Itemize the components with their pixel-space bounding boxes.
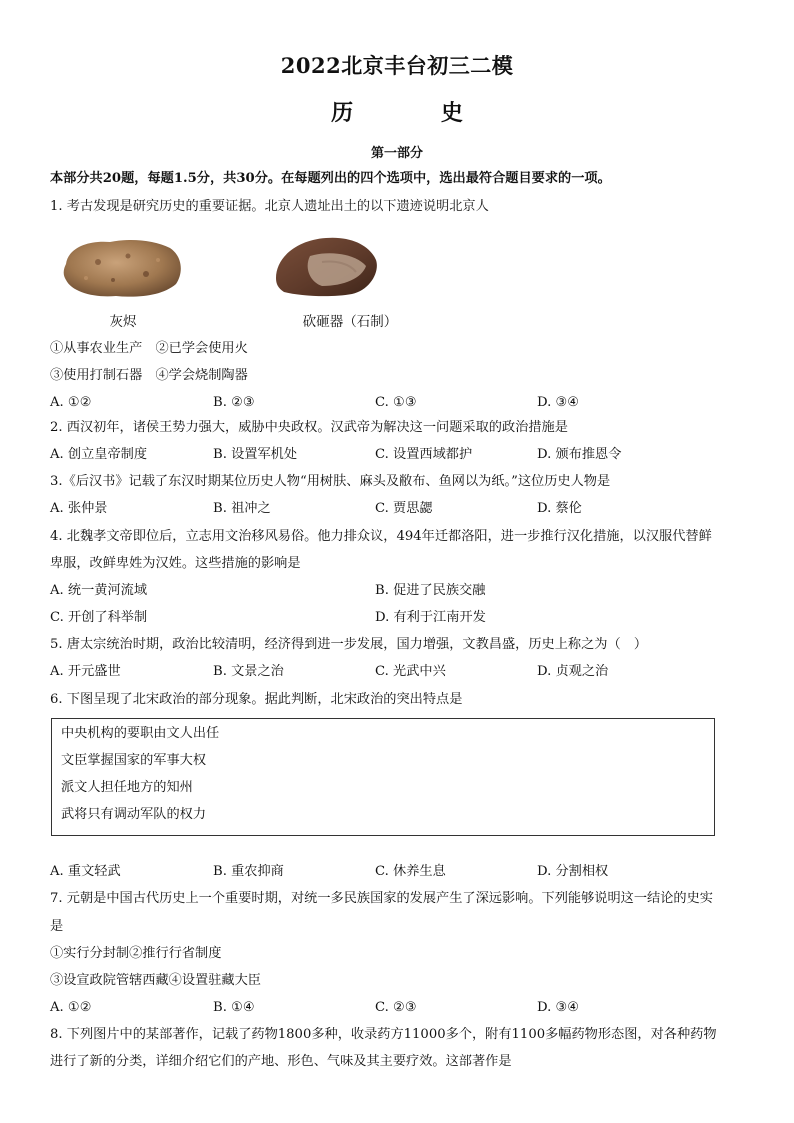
exam-title: 2022北京丰台初三二模 (280, 53, 514, 78)
q4-option-a[interactable]: A. 统一黄河流域 (50, 583, 148, 598)
q4-option-c[interactable]: C. 开创了科举制 (50, 610, 148, 625)
q3-option-c[interactable]: C. 贾思勰 (375, 501, 433, 516)
q5-option-d[interactable]: D. 贞观之治 (537, 664, 609, 679)
q6-box-line: 武将只有调动军队的权力 (61, 807, 207, 822)
instructions: 本部分共20题，每题1.5分，共30分。在每题列出的四个选项中，选出最符合题目要求的一项。 (50, 171, 611, 186)
q8-stem-line2: 进行了新的分类，详细介绍它们的产地、形色、气味及其主要疗效。这部著作是 (50, 1054, 512, 1069)
q1-option-c[interactable]: C. ①③ (375, 395, 417, 410)
q4-option-d[interactable]: D. 有利于江南开发 (375, 610, 486, 625)
q3-option-b[interactable]: B. 祖冲之 (213, 501, 271, 516)
q2-option-b[interactable]: B. 设置军机处 (213, 447, 298, 462)
q6-option-a[interactable]: A. 重文轻武 (50, 864, 121, 879)
q6-stem: 6. 下图呈现了北宋政治的部分现象。据此判断，北宋政治的突出特点是 (50, 692, 463, 707)
subject-title: 历 史 (331, 100, 503, 126)
q7-statements-row1: ①实行分封制②推行行省制度 (50, 946, 222, 961)
q7-option-d[interactable]: D. ③④ (537, 1000, 580, 1015)
q5-option-b[interactable]: B. 文景之治 (213, 664, 284, 679)
q1-stem: 1. 考古发现是研究历史的重要证据。北京人遗址出土的以下遗迹说明北京人 (50, 199, 489, 214)
q6-option-c[interactable]: C. 休养生息 (375, 864, 446, 879)
q3-option-d[interactable]: D. 蔡伦 (537, 501, 582, 516)
q7-stem-line1: 7. 元朝是中国古代历史上一个重要时期，对统一多民族国家的发展产生了深远影响。下列能够说明这一结论的史实 (50, 891, 713, 906)
q7-option-a[interactable]: A. ①② (50, 1000, 92, 1015)
chopper-caption: 砍砸器（石制） (302, 314, 398, 330)
q1-statements-row1: ①从事农业生产 ②已学会使用火 (50, 341, 248, 356)
q1-option-b[interactable]: B. ②③ (213, 395, 255, 410)
q1-option-d[interactable]: D. ③④ (537, 395, 580, 410)
q2-option-c[interactable]: C. 设置西域都护 (375, 447, 473, 462)
q3-stem: 3.《后汉书》记载了东汉时期某位历史人物“用树肤、麻头及敝布、鱼网以为纸。”这位历史人物是 (50, 474, 611, 489)
q7-option-c[interactable]: C. ②③ (375, 1000, 417, 1015)
q5-option-a[interactable]: A. 开元盛世 (50, 664, 121, 679)
q4-option-b[interactable]: B. 促进了民族交融 (375, 583, 486, 598)
stone-chopper-image (270, 232, 382, 300)
part-heading: 第一部分 (370, 146, 423, 161)
ash-caption: 灰烬 (109, 314, 137, 330)
q4-stem-line2: 卑服，改鲜卑姓为汉姓。这些措施的影响是 (50, 556, 301, 571)
q7-option-b[interactable]: B. ①④ (213, 1000, 255, 1015)
q5-option-c[interactable]: C. 光武中兴 (375, 664, 446, 679)
q2-option-a[interactable]: A. 创立皇帝制度 (50, 447, 148, 462)
q6-box-line: 文臣掌握国家的军事大权 (61, 753, 207, 768)
q7-statements-row2: ③设宣政院管辖西藏④设置驻藏大臣 (50, 973, 261, 988)
q6-material-box (51, 718, 715, 836)
q7-stem-line2: 是 (50, 919, 64, 934)
q8-stem-line1: 8. 下列图片中的某部著作，记载了药物1800多种，收录药方11000多个，附有1100多幅药物形态图，对各种药物 (50, 1027, 717, 1042)
q6-box-line: 中央机构的要职由文人出任 (61, 726, 220, 741)
q6-option-b[interactable]: B. 重农抑商 (213, 864, 284, 879)
q4-stem-line1: 4. 北魏孝文帝即位后，立志用文治移风易俗。他力排众议，494年迁都洛阳，进一步推行汉化措施，以汉服代替鲜 (50, 529, 712, 544)
q6-option-d[interactable]: D. 分割相权 (537, 864, 609, 879)
q2-option-d[interactable]: D. 颁布推恩令 (537, 447, 622, 462)
q1-option-a[interactable]: A. ①② (50, 395, 92, 410)
q3-option-a[interactable]: A. 张仲景 (50, 501, 108, 516)
q2-stem: 2. 西汉初年，诸侯王势力强大，威胁中央政权。汉武帝为解决这一问题采取的政治措施是 (50, 420, 568, 435)
ash-lump-image (58, 234, 188, 304)
q5-stem: 5. 唐太宗统治时期，政治比较清明，经济得到进一步发展，国力增强，文教昌盛，历史上称之为（ ） (50, 637, 648, 652)
q6-box-line: 派文人担任地方的知州 (61, 780, 193, 795)
q1-statements-row2: ③使用打制石器 ④学会烧制陶器 (50, 368, 248, 383)
